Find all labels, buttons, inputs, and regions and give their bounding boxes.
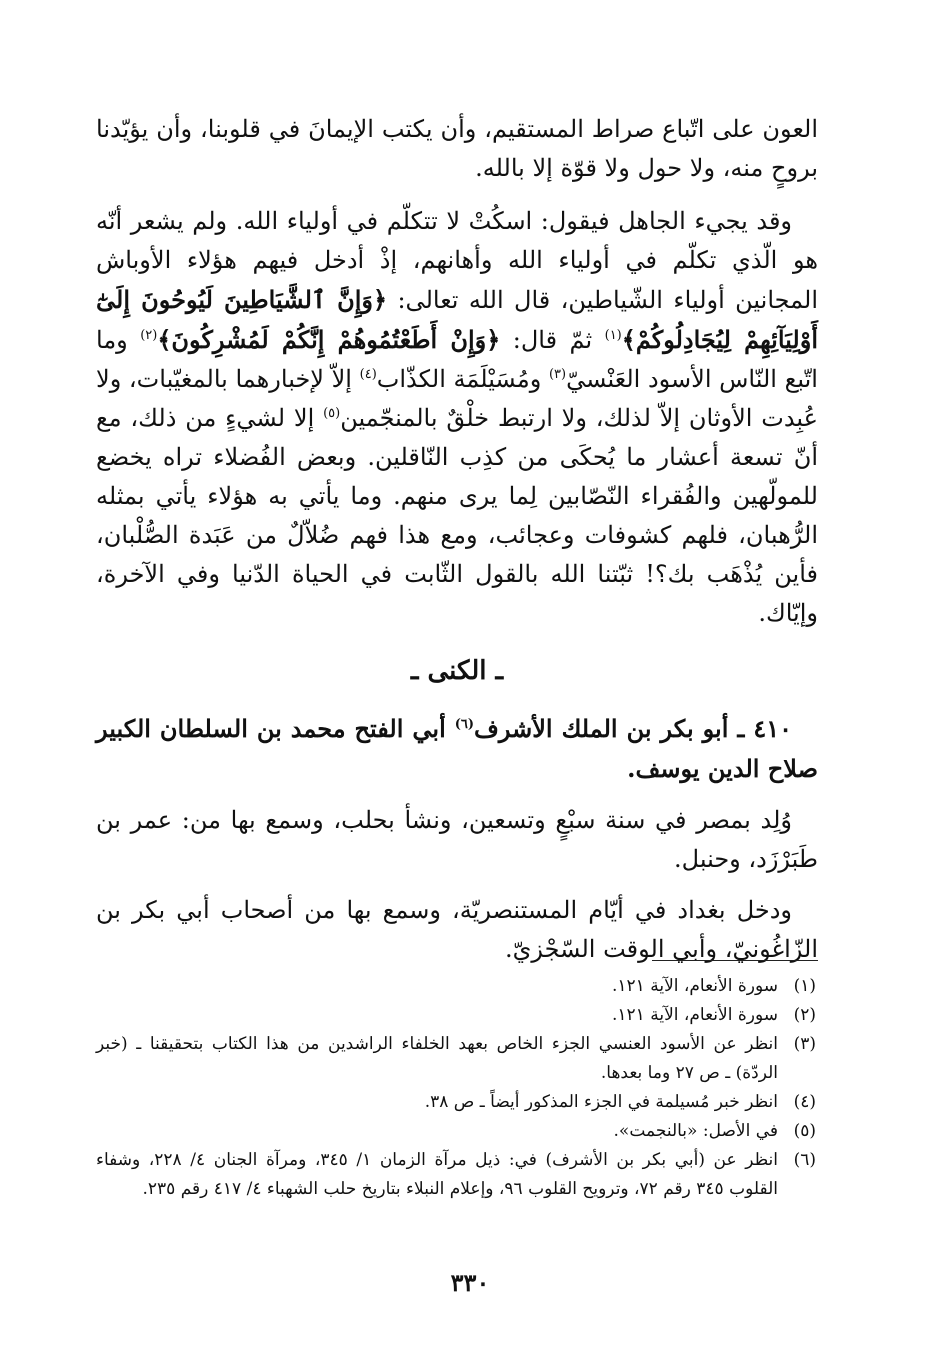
- paragraph-2-text-d: ومُسَيْلَمَة الكذّاب: [376, 365, 549, 393]
- section-title: ـ الكنى ـ: [410, 656, 504, 686]
- footnote: [96, 1001, 818, 1030]
- footnote-ref-1: (١): [604, 328, 622, 343]
- footnote-ref-3: (٣): [548, 367, 567, 382]
- entry-heading-a: ٤١٠ ـ أبو بكر بن الملك الأشرف: [474, 714, 793, 743]
- footnote-text: انظر عن (أبي بكر بن الأشرف) في: ذيل مرآة الزمان ١/ ٣٤٥، ومرآة الجنان ٤/ ٢٢٨، وشفاء القلوب ٣٤٥ رقم ٧٢، وترويح القلوب ٩٦، وإعلام النبلاء بتاريخ حلب الشهباء ٤/ ٤١٧ رقم ٢٣٥.: [96, 1150, 778, 1199]
- entry-heading: [96, 709, 818, 789]
- paragraph-2-text-c: وما اتّبع النّاس الأسود العَنْسيّ: [96, 326, 818, 393]
- footnote-ref-6: (٦): [454, 717, 475, 732]
- footnote-number: (٤): [793, 1092, 816, 1112]
- footnote: [96, 1117, 818, 1146]
- paragraph-2-text-e: إلاّ لإخبارهما بالمغيّبات، ولا عُبِدت الأوثان إلاّ لذلك، ولا ارتبط خلْقٌ بالمنجّمين: [96, 365, 818, 432]
- paragraph-3: وُلِد بمصر في سنة سبْعٍ وتسعين، ونشأ بحلب، وسمع بها من: عمر بن طَبَرْزَد، وحنبل.: [96, 806, 818, 873]
- entry-heading-b: أبي الفتح محمد بن السلطان الكبير صلاح الدين يوسف.: [96, 714, 818, 783]
- footnote-divider: [652, 960, 818, 961]
- footnote: [96, 972, 818, 1001]
- quran-verse-2: ﴿وَإِنْ أَطَعْتُمُوهُمْ إِنَّكُمْ لَمُشْرِكُونَ﴾: [157, 325, 501, 354]
- footnote-number: (٥): [793, 1121, 816, 1141]
- main-text: [96, 110, 818, 981]
- footnote-ref-5: (٥): [323, 406, 341, 421]
- page-number: ٣٣٠: [450, 1268, 490, 1297]
- paragraph-2: [96, 202, 818, 633]
- footnote-text: انظر عن الأسود العنسي الجزء الخاص بعهد الخلفاء الراشدين من هذا الكتاب بتحقيقنا ـ (خبر الردّة) ـ ص ٢٧ وما بعدها.: [96, 1034, 778, 1083]
- footnote-ref-4: (٤): [359, 367, 377, 382]
- footnote-ref-2: (٢): [140, 328, 158, 343]
- footnote-text: في الأصل: «بالنجمت».: [613, 1121, 778, 1141]
- quran-verse-1: ﴿وَإِنَّ ٱلشَّيَاطِينَ لَيُوحُونَ إِلَىٰٓ أَوْلِيَآئِهِمْ لِيُجَادِلُوكُمْ﴾: [96, 285, 818, 354]
- footnote-number: (٢): [793, 1005, 816, 1025]
- footnote-number: (٦): [793, 1150, 816, 1170]
- paragraph-1: العون على اتّباع صراط المستقيم، وأن يكتب الإيمانَ في قلوبنا، وأن يؤيّدنا بروحٍ منه، ولا حول ولا قوّة إلا بالله.: [96, 115, 818, 182]
- footnote: [96, 1088, 818, 1117]
- footnote-number: (١): [793, 976, 816, 996]
- footnotes: [96, 972, 818, 1204]
- footnote: [96, 1146, 818, 1204]
- footnote: [96, 1030, 818, 1088]
- paragraph-2-text-b: ثمّ قال:: [500, 326, 605, 354]
- paragraph-4: ودخل بغداد في أيّام المستنصريّة، وسمع بها من أصحاب أبي بكر بن الزّاغُونيّ، وأبي الوقت السّجْزيّ.: [96, 896, 818, 963]
- footnote-number: (٣): [793, 1034, 816, 1054]
- paragraph-2-text-a: وقد يجيء الجاهل فيقول: اسكُتْ لا تتكلّم في أولياء الله. ولم يشعر أنّه هو الّذي تكلّم في أولياء الله وأهانهم، إذْ أدخل فيهم هؤلاء الأوباش المجانين أولياء الشّياطين، قال الله تعالى:: [96, 207, 819, 314]
- footnote-text: سورة الأنعام، الآية ١٢١.: [612, 1005, 778, 1025]
- footnote-text: انظر خبر مُسيلمة في الجزء المذكور أيضاً ـ ص ٣٨.: [424, 1092, 778, 1112]
- paragraph-2-text-f: إلا لشيءٍ من ذلك، مع أنّ تسعة أعشار ما يُحكَى من كذِب النّاقلين. وبعض الفُضلاء تراه يخضع للمولّهين والفُقراء النّصّابين لِما يرى منهم. وما يأتي به هؤلاء يأتي بمثله الرُّهبان، فلهم كشوفات وعجائب، ومع هذا فهم ضُلاّلٌ من عَبَدة الصُّلْبان، فأين يُذْهَب بك؟! ثبّتنا الله بالقول الثّابت في الحياة الدّنيا وفي الآخرة، وإيّاك.: [96, 404, 818, 627]
- footnote-text: سورة الأنعام، الآية ١٢١.: [612, 976, 778, 996]
